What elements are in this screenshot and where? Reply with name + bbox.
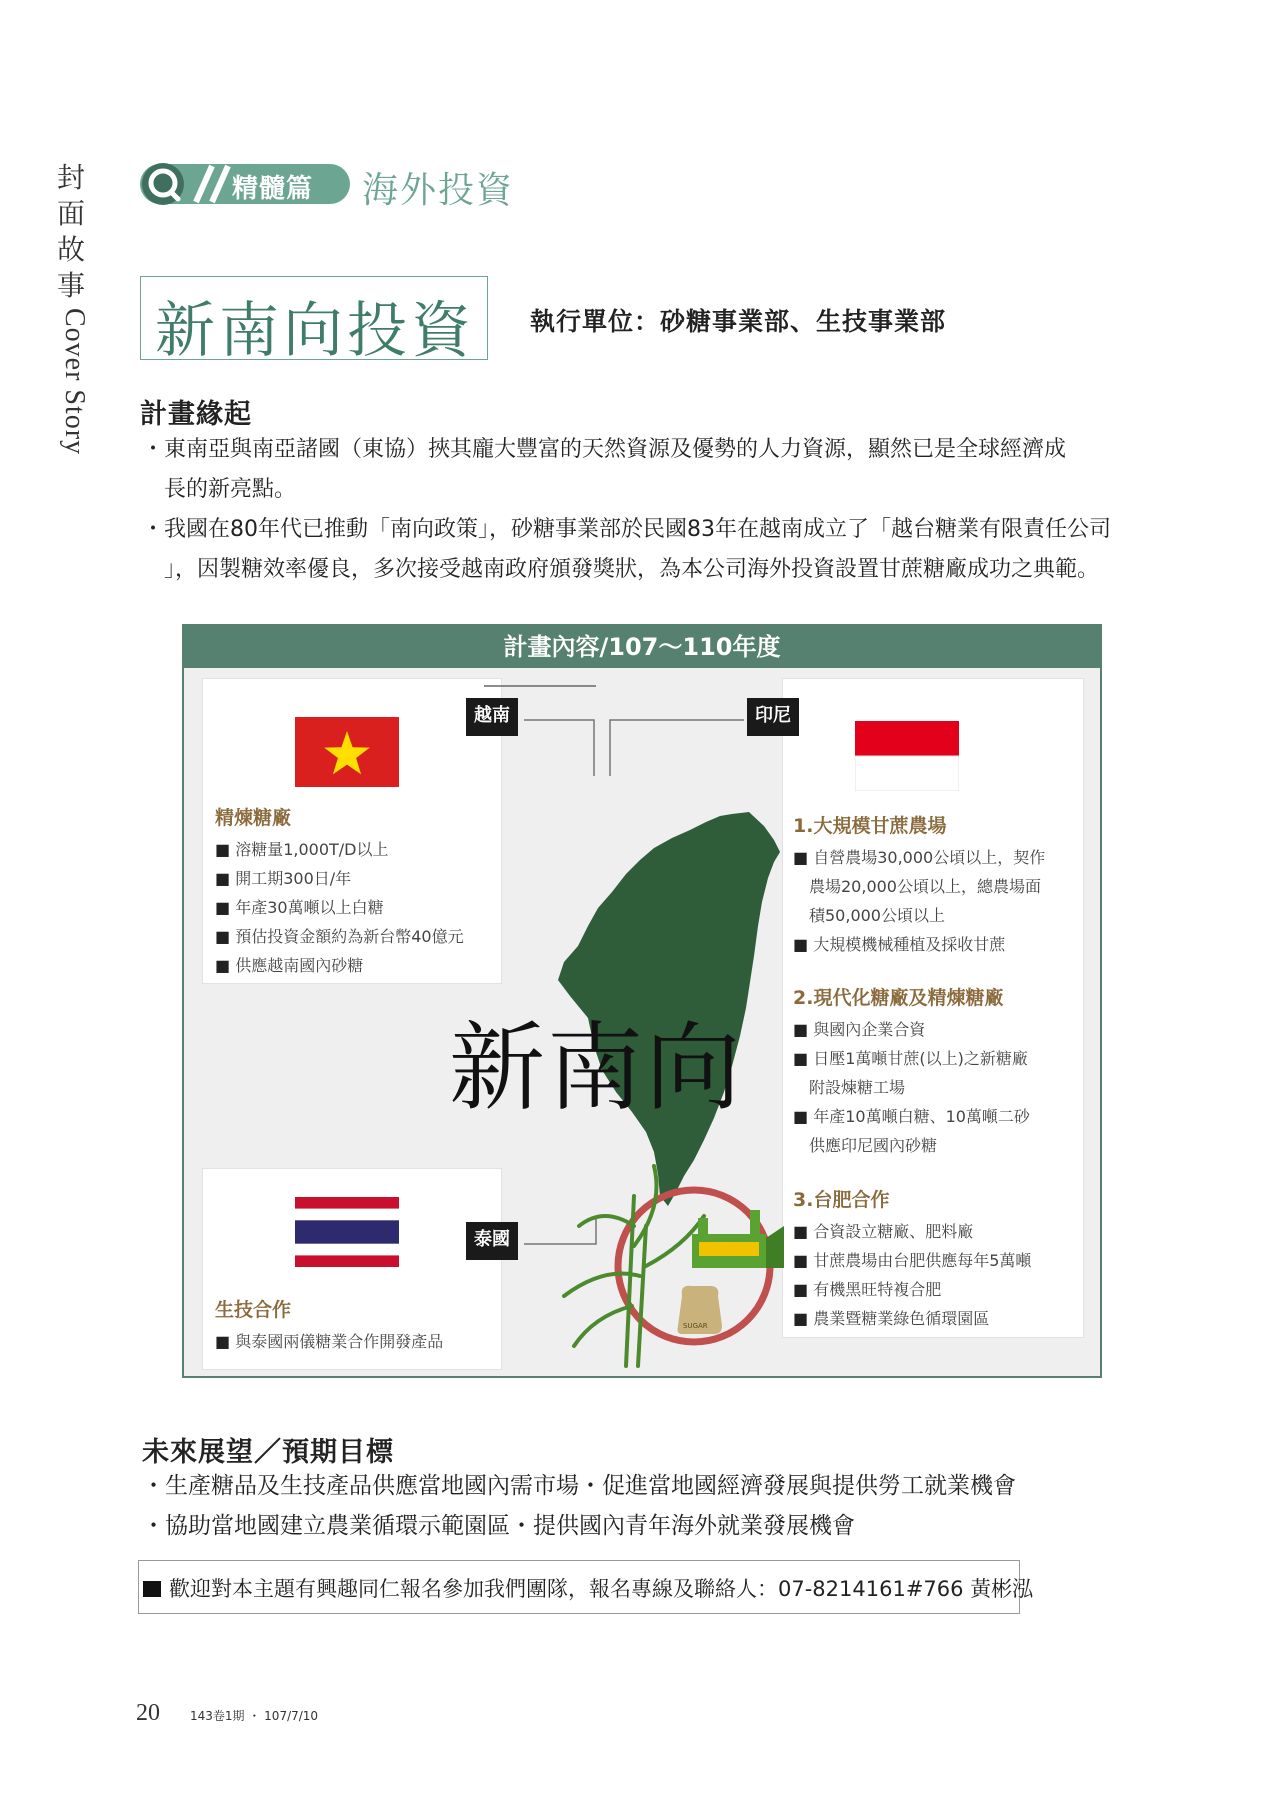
square-bullet-icon (143, 1581, 161, 1597)
section-label: 精髓篇 (232, 174, 314, 204)
section-title: 海外投資 (362, 170, 515, 211)
list-item: ■ 溶糖量1,000T/D以上 (215, 835, 464, 864)
page-title: 新南向投資 (155, 296, 475, 366)
list-item: ■ 合資設立糖廠、肥料廠 (793, 1217, 1031, 1246)
indonesia-heading-3: 3.台肥合作 (793, 1189, 890, 1211)
list-item-cont: 農場20,000公頃以上，總農場面 (809, 877, 1041, 896)
list-item: ■ 年產10萬噸白糖、10萬噸二砂 (793, 1102, 1030, 1131)
infographic-header: 計畫內容/107～110年度 (184, 626, 1100, 668)
future-line: ・協助當地國建立農業循環示範園區・提供國內青年海外就業發展機會 (142, 1513, 855, 1539)
list-item: ■ 有機黑旺特複合肥 (793, 1275, 1031, 1304)
list-item: ■ 年產30萬噸以上白糖 (215, 893, 464, 922)
origin-heading: 計畫緣起 (140, 399, 252, 430)
list-item: ■ 與國內企業合資 (793, 1015, 1030, 1044)
future-line: ・生產糖品及生技產品供應當地國內需市場・促進當地國經濟發展與提供勞工就業機會 (142, 1473, 1016, 1499)
side-title-english: Cover Story (59, 308, 90, 456)
magnifier-slash-icon (140, 162, 240, 208)
section-header (140, 162, 540, 211)
vietnam-heading: 精煉糖廠 (215, 807, 292, 829)
exec-unit: 執行單位：砂糖事業部、生技事業部 (530, 307, 947, 336)
list-item: ■ 預估投資金額約為新台幣40億元 (215, 922, 464, 951)
factory-icon (692, 1210, 784, 1268)
thailand-tag: 泰國 (466, 1222, 518, 1260)
list-item: ■ 日壓1萬噸甘蔗(以上)之新糖廠 (793, 1044, 1030, 1073)
origin-line: ・我國在80年代已推動「南向政策」，砂糖事業部於民國83年在越南成立了「越台糖業有限責任公司 (142, 517, 1111, 542)
list-item: ■ 開工期300日/年 (215, 864, 464, 893)
list-item: ■ 自營農場30,000公頃以上，契作 (793, 843, 1045, 872)
list-item-cont: 供應印尼國內砂糖 (809, 1136, 938, 1155)
vietnam-tag: 越南 (466, 698, 518, 736)
list-item: ■ 供應越南國內砂糖 (215, 951, 464, 980)
origin-line: ・東南亞與南亞諸國（東協）挾其龐大豐富的天然資源及優勢的人力資源，顯然已是全球經濟成 (142, 437, 1067, 462)
side-title-char: 封 (56, 161, 85, 194)
indonesia-heading-2: 2.現代化糖廠及精煉糖廠 (793, 987, 1004, 1009)
origin-paragraph (142, 430, 1111, 590)
list-item: ■ 與泰國兩儀糖業合作開發產品 (215, 1327, 443, 1356)
list-item: ■ 農業暨糖業綠色循環園區 (793, 1304, 1031, 1333)
page-number: 20 (136, 1700, 160, 1726)
list-item: ■ 大規模機械種植及採收甘蔗 (793, 930, 1045, 959)
contact-text: 歡迎對本主題有興趣同仁報名參加我們團隊，報名專線及聯絡人：07-8214161#766 黃彬泓 (169, 1577, 1034, 1601)
side-title-char: 故 (56, 233, 85, 266)
indonesia-heading-1: 1.大規模甘蔗農場 (793, 815, 947, 837)
thailand-heading: 生技合作 (215, 1299, 292, 1321)
list-item: ■ 甘蔗農場由台肥供應每年5萬噸 (793, 1246, 1031, 1275)
list-item-cont: 積50,000公頃以上 (809, 906, 945, 925)
future-heading: 未來展望／預期目標 (142, 1437, 394, 1468)
page-title-box (140, 276, 488, 366)
list-item-cont: 附設煉糖工場 (809, 1078, 906, 1097)
side-title-char: 事 (56, 269, 85, 302)
contact-box (138, 1560, 1034, 1614)
sack-label: SUGAR (683, 1322, 708, 1330)
origin-line: 長的新亮點。 (164, 477, 297, 502)
issue-info: 143卷1期 ・ 107/7/10 (190, 1709, 319, 1723)
future-paragraph (142, 1466, 1016, 1546)
side-title (56, 160, 90, 456)
indonesia-tag: 印尼 (747, 698, 799, 736)
side-title-char: 面 (56, 197, 85, 230)
plan-infographic (182, 624, 1102, 1378)
new-southbound-text: 新南向 (449, 1012, 743, 1124)
origin-line: 」，因製糖效率優良，多次接受越南政府頒發獎狀，為本公司海外投資設置甘蔗糖廠成功之典範。 (164, 557, 1100, 582)
